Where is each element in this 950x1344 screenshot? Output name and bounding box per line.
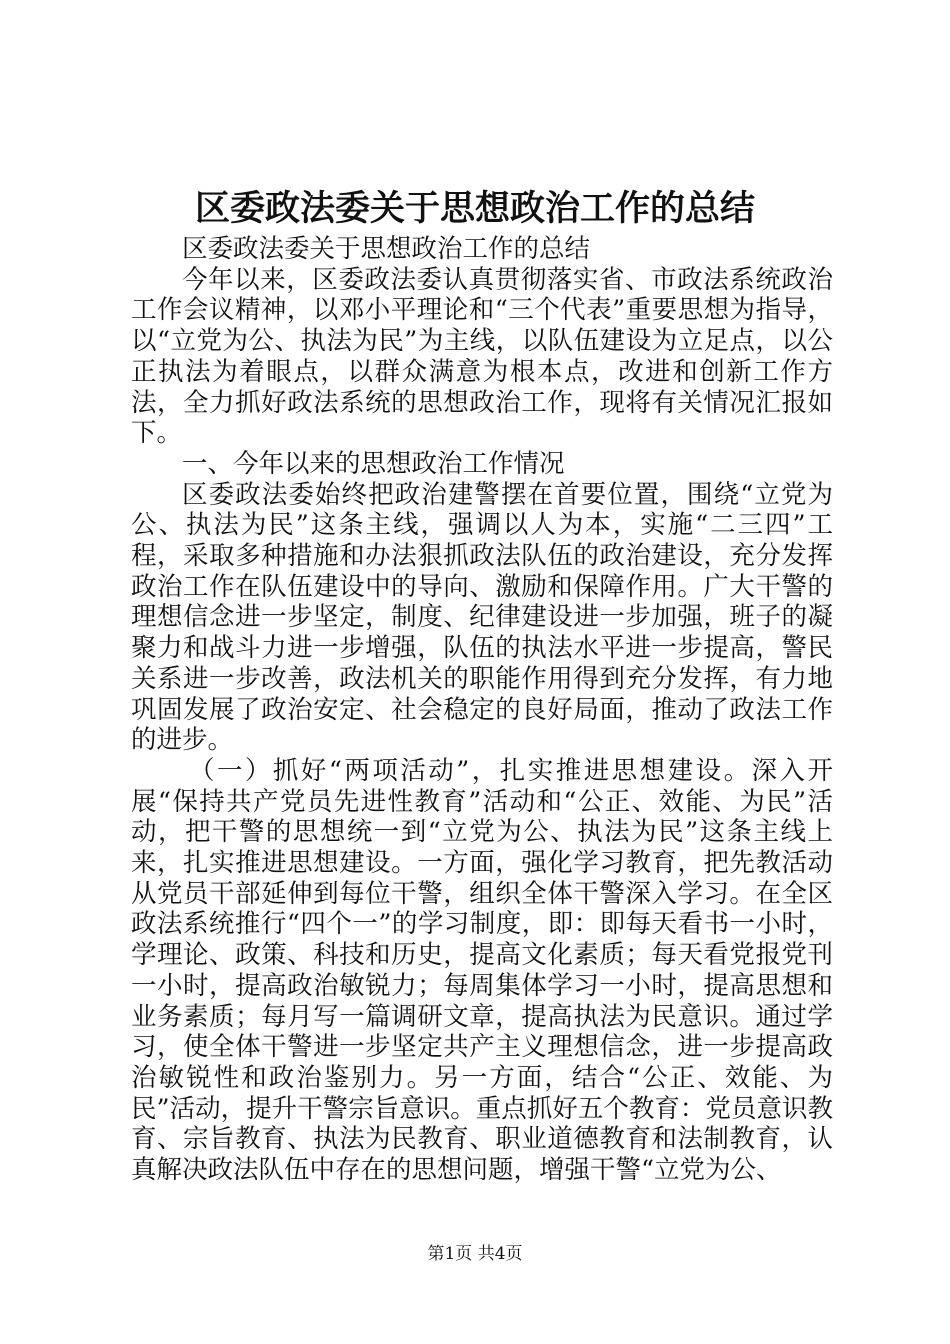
body-paragraph: 区委政法委始终把政治建警摆在首要位置，围绕“立党为公、执法为民”这条主线，强调以人为本，实施“二三四”工程，采取多种措施和办法狠抓政法队伍的政治建设，充分发挥政治工作在队伍建设中的导向、激励和保障作用。广大干警的理想信念进一步坚定，制度、纪律建设进一步加强，班子的凝聚力和战斗力进一步增强，队伍的执法水平进一步提高，警民关系进一步改善，政法机关的职能作用得到充分发挥，有力地巩固发展了政治安定、社会稳定的良好局面，推动了政法工作的进步。 — [131, 479, 833, 756]
body-paragraph: （一）抓好“两项活动”，扎实推进思想建设。深入开展“保持共产党员先进性教育”活动和“公正、效能、为民”活动，把干警的思想统一到“立党为公、执法为民”这条主线上来，扎实推进思想建设。一方面，强化学习教育，把先教活动从党员干部延伸到每位干警，组织全体干警深入学习。在全区政法系统推行“四个一”的学习制度，即：即每天看书一小时，学理论、政策、科技和历史，提高文化素质；每天看党报党刊一小时，提高政治敏锐力；每周集体学习一小时，提高思想和业务素质；每月写一篇调研文章，提高执法为民意识。通过学习，使全体干警进一步坚定共产主义理想信念，进一步提高政治敏锐性和政治鉴别力。另一方面，结合“公正、效能、为民”活动，提升干警宗旨意识。重点抓好五个教育：党员意识教育、宗旨教育、执法为民教育、职业道德教育和法制教育，认真解决政法队伍中存在的思想问题，增强干警“立党为公、 — [131, 755, 833, 1186]
subtitle-paragraph: 区委政法委关于思想政治工作的总结 — [182, 234, 591, 264]
document-body — [131, 234, 833, 1186]
intro-paragraph: 今年以来，区委政法委认真贯彻落实省、市政法系统政治工作会议精神，以邓小平理论和“三个代表”重要思想为指导，以“立党为公、执法为民”为主线，以队伍建设为立足点，以公正执法为着眼点，以群众满意为根本点，改进和创新工作方法，全力抓好政法系统的思想政治工作，现将有关情况汇报如下。 — [131, 264, 833, 449]
document-title: 区委政法委关于思想政治工作的总结 — [194, 188, 755, 229]
page-footer: 第1页 共4页 — [427, 1244, 523, 1264]
section-heading: 一、今年以来的思想政治工作情况 — [182, 448, 565, 479]
